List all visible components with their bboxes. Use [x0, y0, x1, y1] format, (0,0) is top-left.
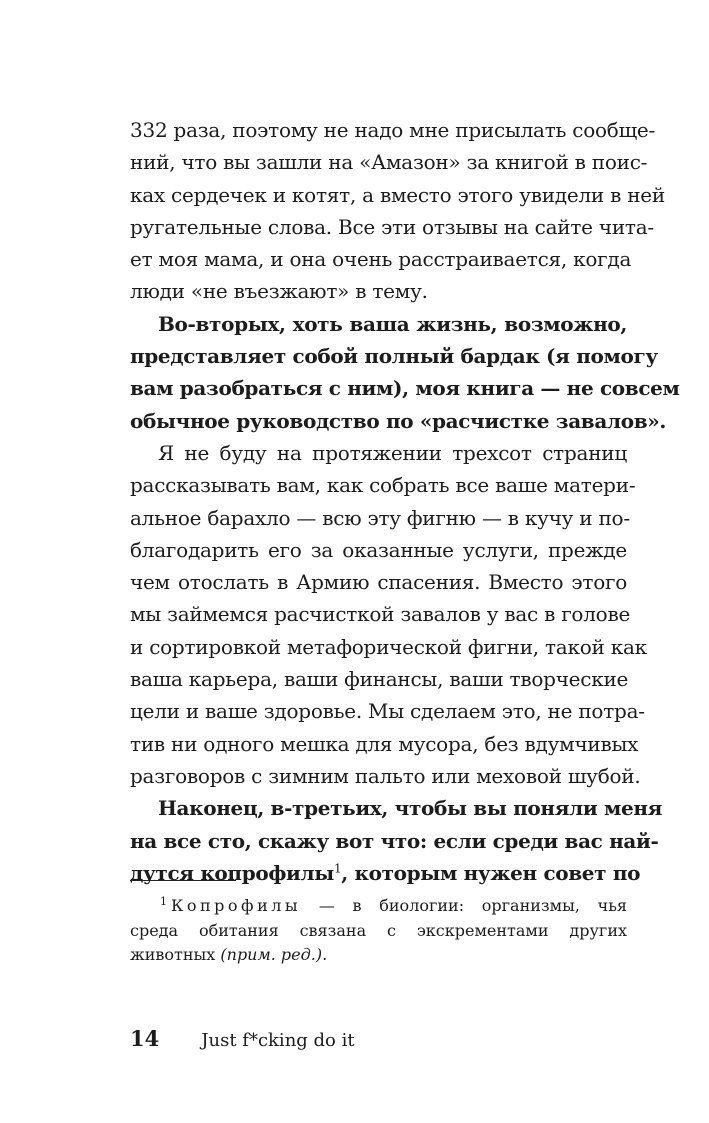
text-line: Наконец, в-третьих, чтобы вы поняли меня [158, 796, 663, 821]
text-line: ний, что вы зашли на «Амазон» за книгой в поис- [130, 150, 648, 175]
footnote-number: 1 [160, 894, 167, 908]
footnote-line: животных (прим. ред.). [130, 945, 328, 964]
text-line: ваша карьера, ваши финансы, ваши творческие [130, 667, 629, 692]
text-line: дутся копрофилы$^1$, которым нужен совет по [130, 860, 641, 885]
text-line: ругательные слова. Все эти отзывы на сайте чита- [130, 214, 654, 239]
text-line: ет моя мама, и она очень расстраивается, когда [130, 247, 632, 272]
page-footer [130, 1024, 355, 1056]
text-line: тив ни одного мешка для мусора, без вдумчивых [130, 731, 639, 756]
text-line: благодарить его за оказанные услуги, прежде [130, 537, 627, 562]
text-line: альное барахло — всю эту фигню — в кучу и по- [130, 505, 630, 530]
body-lines [130, 114, 680, 857]
footnote-line: среда обитания связана с экскрементами других [130, 920, 627, 940]
text-line: рассказывать вам, как собрать все ваше матери- [130, 473, 636, 498]
text-line: цели и ваше здоровье. Мы сделаем это, не потра- [130, 699, 645, 724]
footnote-line: $^1$ Копрофилы — в биологии: организмы, чья [160, 894, 627, 915]
text-line: мы займемся расчисткой завалов у вас в голове [130, 602, 631, 627]
text-line: вам разобраться с ним), моя книга — не совсем [130, 376, 680, 401]
text-line: чем отослать в Армию спасения. Вместо этого [130, 570, 627, 595]
main-text [130, 114, 680, 889]
footnote-ref[interactable]: 1 [333, 861, 342, 876]
text-line: люди «не въезжают» в тему. [130, 279, 428, 304]
text-line: обычное руководство по «расчистке завалов». [130, 408, 667, 433]
text-line: Я не буду на протяжении трехсот страниц [158, 440, 627, 465]
text-line: на все сто, скажу вот что: если среди вас най- [130, 828, 659, 853]
text-line: Во-вторых, хоть ваша жизнь, возможно, [158, 311, 627, 336]
footnote-divider [130, 880, 236, 881]
running-title: Just f*cking do it [201, 1030, 355, 1051]
footnote [130, 894, 627, 968]
text-line: разговоров с зимним пальто или меховой шубой. [130, 763, 641, 788]
page-number: 14 [130, 1026, 160, 1051]
text-line: и сортировкой метафорической фигни, такой как [130, 634, 647, 659]
text-line: ках сердечек и котят, а вместо этого увидели в ней [130, 182, 665, 207]
footnote-term: Копрофилы [171, 896, 302, 915]
text-line: представляет собой полный бардак (я помогу [130, 344, 658, 369]
text-line: 332 раза, поэтому не надо мне присылать сообще- [130, 118, 656, 142]
